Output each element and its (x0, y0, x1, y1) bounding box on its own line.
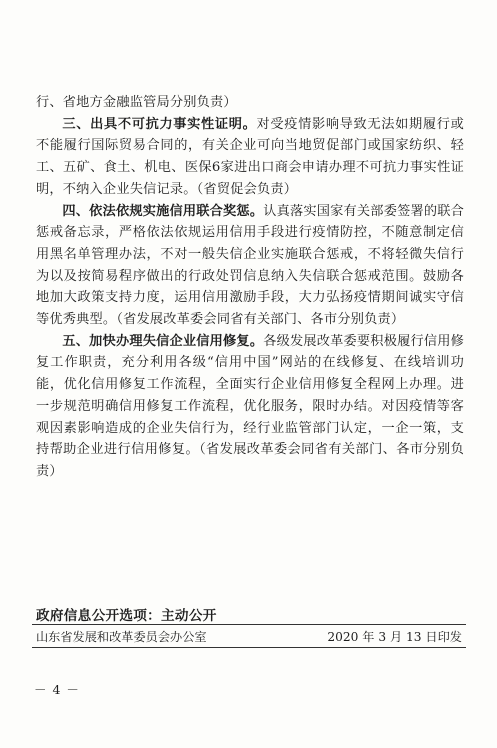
page-number: － 4 － (34, 682, 80, 697)
document-body (36, 92, 464, 483)
section-three-heading: 三、出具不可抗力事实性证明。 (62, 116, 257, 132)
footer-top-rule (32, 624, 466, 625)
section-four-paragraph (36, 201, 464, 331)
footer-issuer: 山东省发展和改革委员会办公室 (36, 630, 207, 644)
footer-date: 2020 年 3 月 13 日印发 (327, 630, 462, 644)
footer-row (36, 628, 462, 645)
section-three-text: 对受疫情影响导致无法如期履行或不能履行国际贸易合同的，有关企业可向当地贸促部门或国家纺织、轻工、五矿、食土、机电、医保6家进出口商会申请办理不可抗力事实性证明，不纳入企业失信记录。（省贸促会负责） (36, 116, 464, 197)
footer-bottom-rule (32, 647, 466, 648)
section-five-text: 各级发展改革委要积极履行信用修复工作职责，充分利用各级“信用中国”网站的在线修复、在线培训功能，优化信用修复工作流程，全面实行企业信用修复全程网上办理。进一步规范明确信用修复工作流程，优化服务，限时办结。对因疫情等客观因素影响造成的企业失信行为，经行业监管部门认定，一企一策，支持帮助企业进行信用修复。（省发展改革委会同省有关部门、各市分别负责） (36, 333, 465, 479)
section-five-heading: 五、加快办理失信企业信用修复。 (62, 333, 264, 349)
section-five-paragraph (36, 331, 464, 483)
section-four-heading: 四、依法依规实施信用联合奖惩。 (62, 203, 264, 219)
section-four-text: 认真落实国家有关部委签署的联合惩戒备忘录，严格依法依规运用信用手段进行疫情防控，不随意制定信用黑名单管理办法，不对一般失信企业实施联合惩戒，不将轻微失信行为以及按简易程序做出的行政处罚信息纳入失信联合惩戒范围。鼓励各地加大政策支持力度，运用信用激励手段，大力弘扬疫情期间诚实守信等优秀典型。（省发展改革委会同省有关部门、各市分别负责） (36, 203, 465, 328)
section-three-paragraph (36, 114, 464, 201)
continuation-paragraph: 行、省地方金融监管局分别负责） (36, 95, 237, 110)
disclosure-notice: 政府信息公开选项：主动公开 (36, 608, 217, 624)
